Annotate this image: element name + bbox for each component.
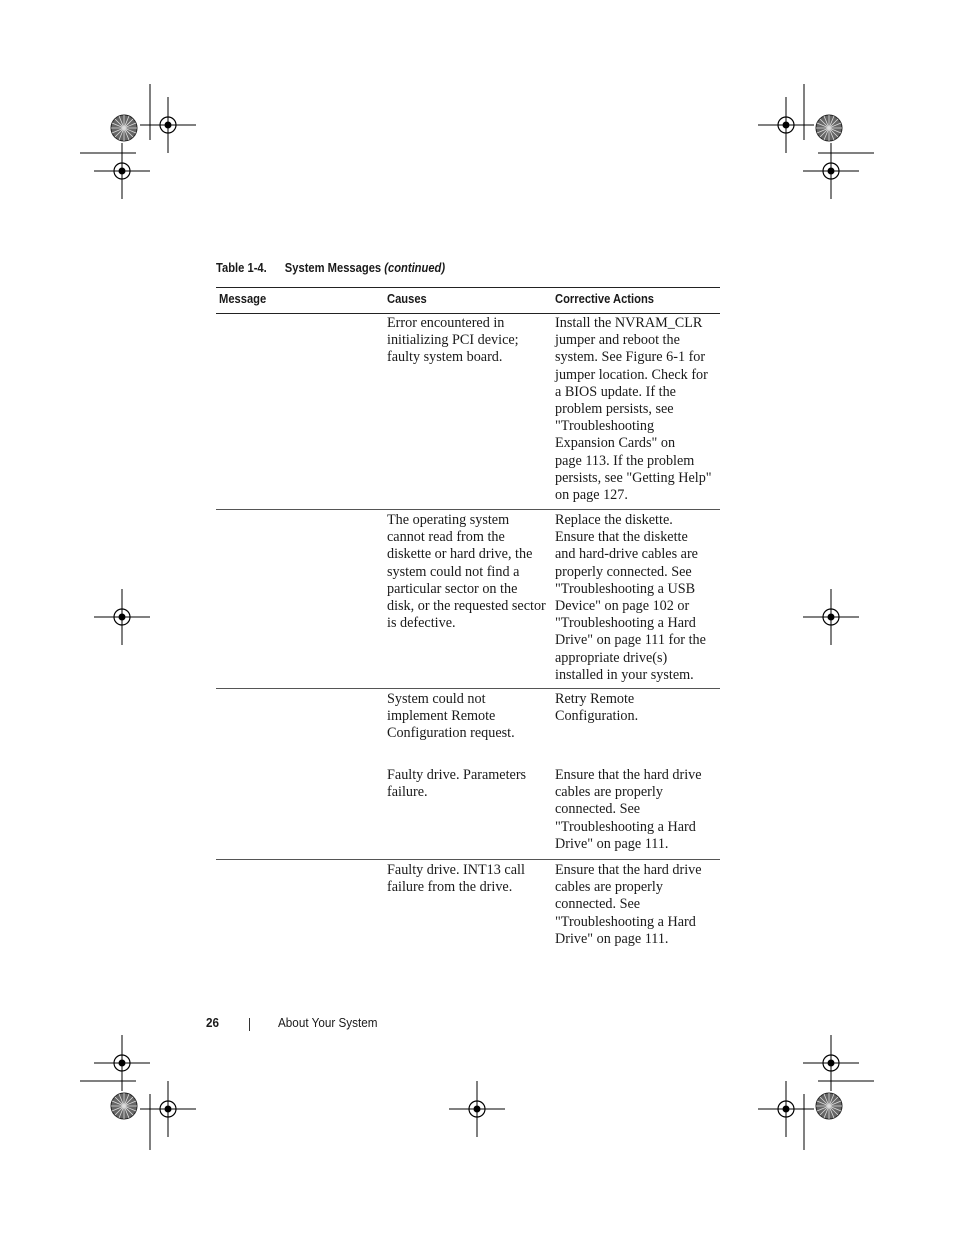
table-header xyxy=(216,287,720,314)
section-title: About Your System xyxy=(278,1015,378,1030)
table-title: System Messages xyxy=(284,260,382,275)
causes-cell: The operating system cannot read from the diskette or hard drive, the system could not find a particular sector on the disk, or the requested sector is defective. xyxy=(387,512,546,632)
table-row xyxy=(216,314,720,510)
actions-cell: Install the NVRAM_CLR jumper and reboot the system. See Figure 6-1 for jumper location. Check for a BIOS update. If the problem persists, see "Troubleshooting Expansion Cards" on page 113. If the problem persists, see "Getting Help" on page 127. xyxy=(555,315,712,504)
table-continued: (continued) xyxy=(384,260,446,275)
table-row xyxy=(216,510,720,689)
causes-cell: System could not implement Remote Configuration request. xyxy=(387,691,515,742)
header-corrective-actions: Corrective Actions xyxy=(555,291,654,306)
footer-divider xyxy=(249,1018,250,1031)
causes-cell-secondary: Faulty drive. Parameters failure. xyxy=(387,767,527,801)
system-messages-table xyxy=(216,287,720,960)
actions-cell-secondary: Ensure that the hard drive cables are properly connected. See "Troubleshooting a Hard Drive" on page 111. xyxy=(555,767,702,852)
actions-cell: Ensure that the hard drive cables are properly connected. See "Troubleshooting a Hard Drive" on page 111. xyxy=(555,862,702,947)
actions-cell: Retry Remote Configuration. xyxy=(555,691,639,725)
header-causes: Causes xyxy=(387,291,427,306)
causes-cell: Error encountered in initializing PCI device; faulty system board. xyxy=(387,315,519,366)
table-caption xyxy=(216,260,445,275)
actions-cell: Replace the diskette. Ensure that the diskette and hard-drive cables are properly connected. See "Troubleshooting a USB Device" on page 102 or "Troubleshooting a Hard Drive" on page 111 for the appropriate drive(s) installed in your system. xyxy=(555,512,706,683)
table-number: Table 1-4. xyxy=(216,260,267,275)
header-message: Message xyxy=(219,291,267,306)
table-row xyxy=(216,860,720,960)
causes-cell: Faulty drive. INT13 call failure from the drive. xyxy=(387,862,525,896)
table-row xyxy=(216,689,720,860)
page-number: 26 xyxy=(206,1015,220,1030)
